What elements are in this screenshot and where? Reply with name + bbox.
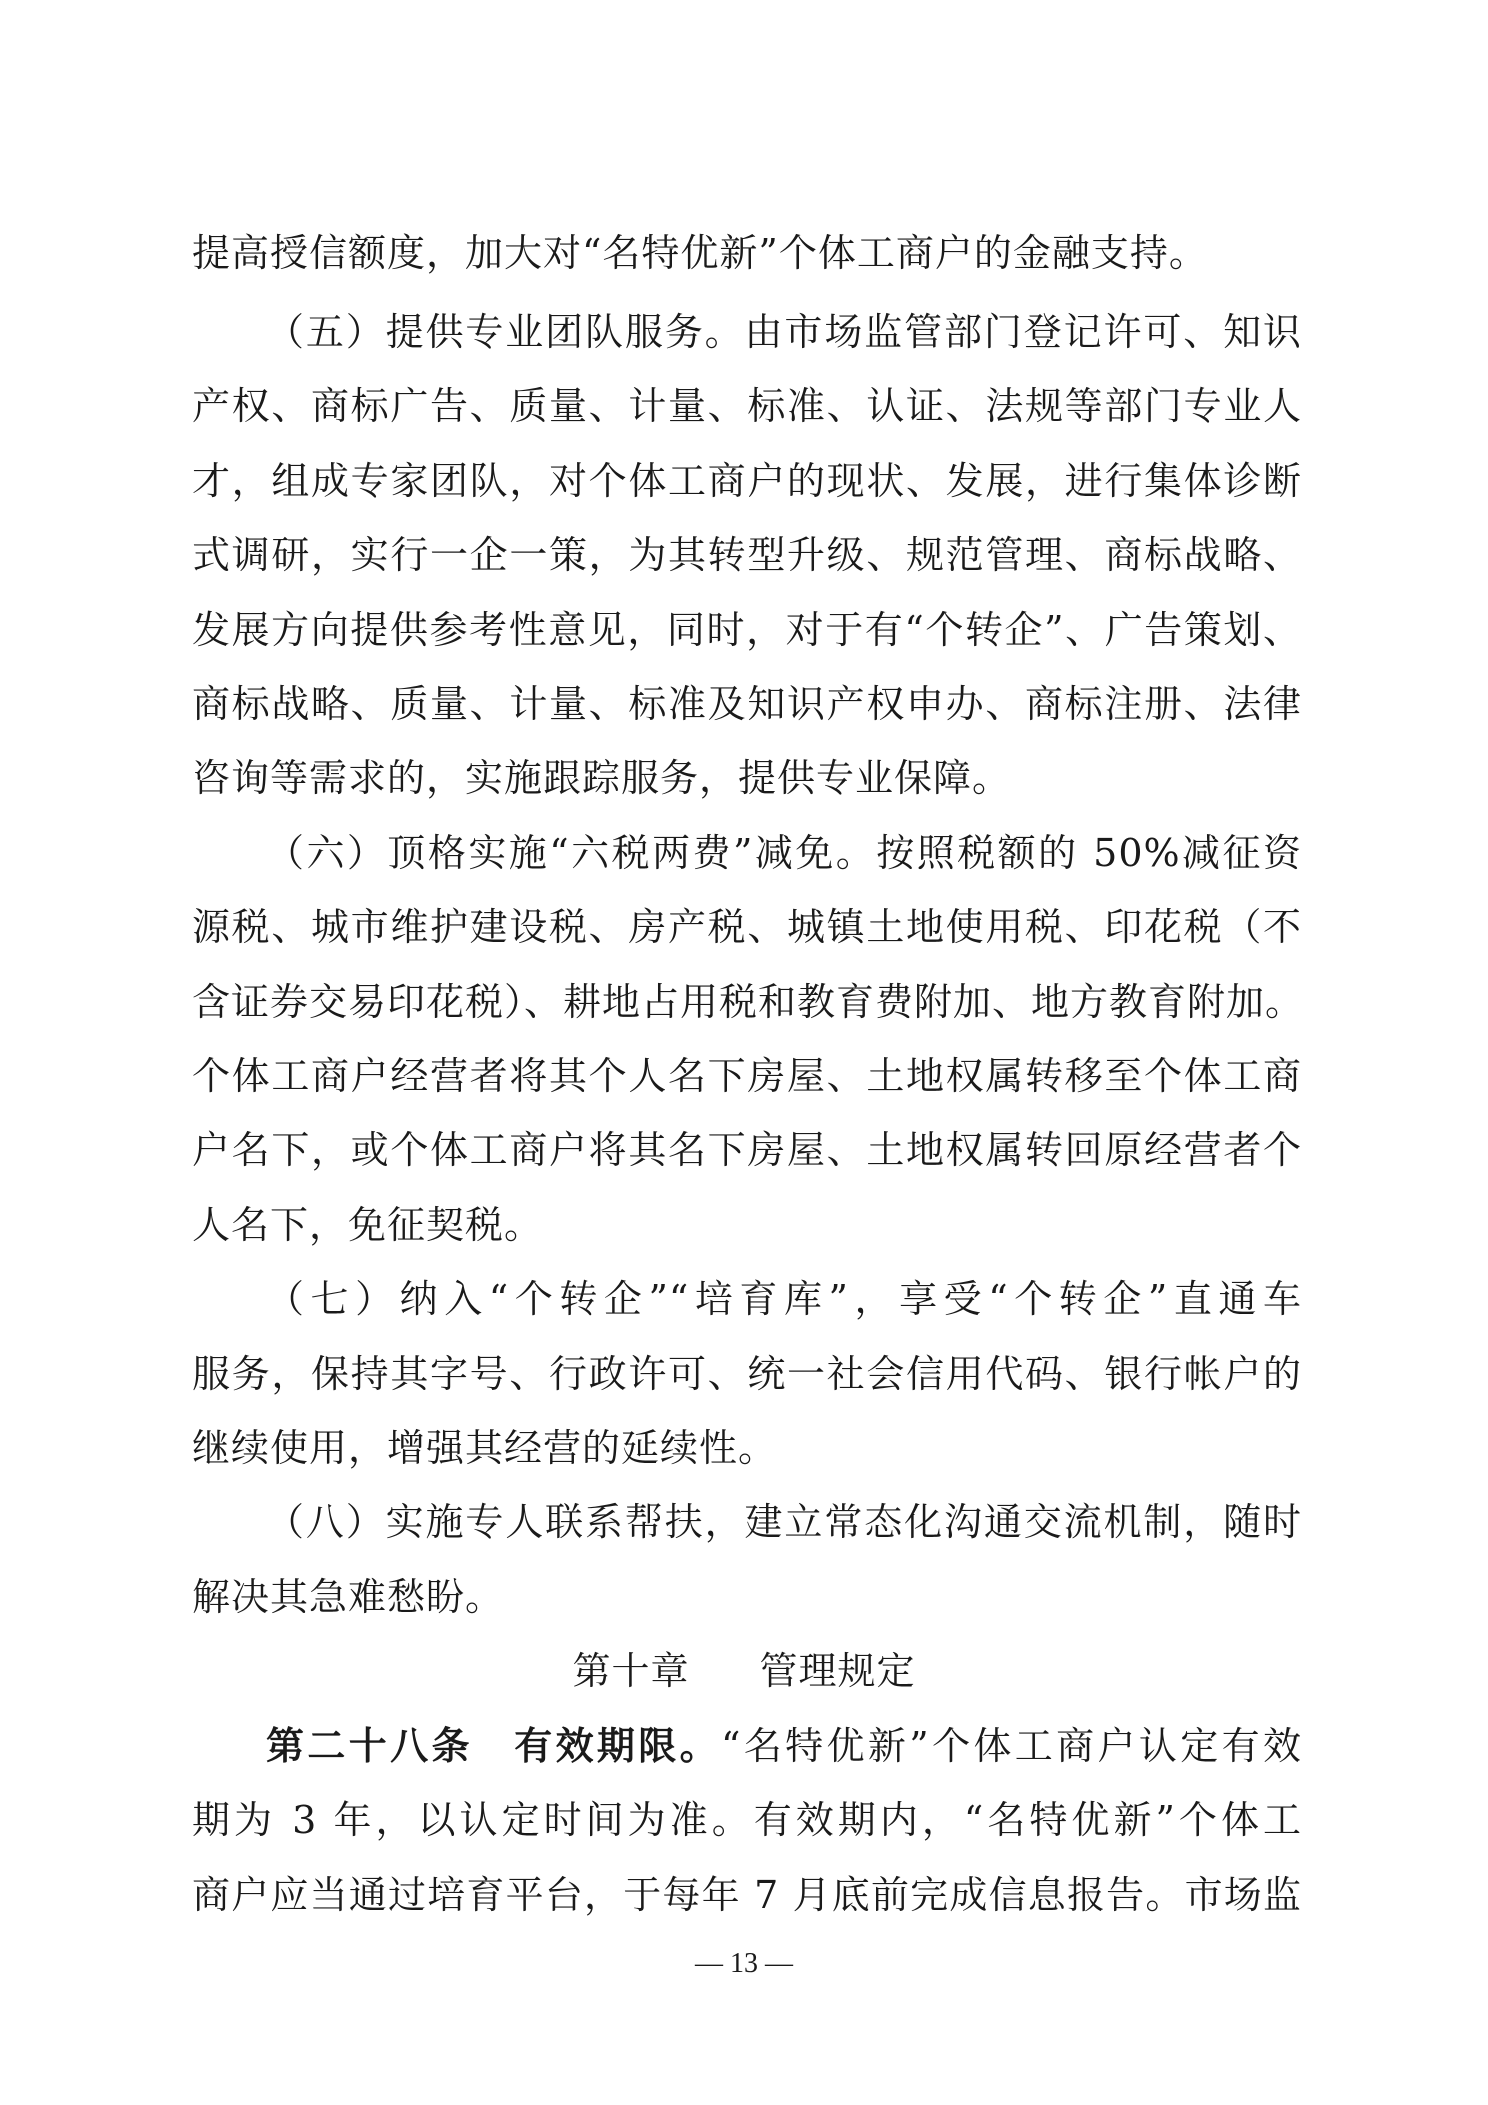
article-first-line: [266, 1711, 1302, 1781]
article-label: 第二十八条: [266, 1723, 473, 1768]
body-line: （五）提供专业团队服务。由市场监管部门登记许可、知识: [266, 310, 1302, 354]
body-line: 源税、城市维护建设税、房产税、城镇土地使用税、印花税（不: [192, 905, 1302, 949]
body-line: 个体工商户经营者将其个人名下房屋、土地权属转移至个体工商: [192, 1054, 1302, 1098]
body-line: 继续使用，增强其经营的延续性。: [192, 1426, 778, 1470]
chapter-number: 第十章: [572, 1649, 690, 1693]
body-line: 提高授信额度，加大对“名特优新”个体工商户的金融支持。: [192, 231, 1208, 275]
body-line: 人名下，免征契税。: [192, 1203, 544, 1247]
body-line: 式调研，实行一企一策，为其转型升级、规范管理、商标战略、: [192, 533, 1302, 577]
body-line: 期为 3 年，以认定时间为准。有效期内，“名特优新”个体工: [192, 1798, 1302, 1842]
article-text: “名特优新”个体工商户认定有效: [721, 1724, 1302, 1768]
page-number: — 13 —: [695, 1948, 793, 1979]
body-line: （六）顶格实施“六税两费”减免。按照税额的 50%减征资: [266, 831, 1302, 875]
body-line: 含证券交易印花税）、耕地占用税和教育费附加、地方教育附加。: [192, 980, 1305, 1024]
body-line: 发展方向提供参考性意见，同时，对于有“个转企”、广告策划、: [192, 608, 1302, 652]
body-line: 户名下，或个体工商户将其名下房屋、土地权属转回原经营者个: [192, 1128, 1302, 1172]
body-line: 商户应当通过培育平台，于每年 7 月底前完成信息报告。市场监: [192, 1873, 1302, 1917]
chapter-heading: [0, 1636, 1488, 1706]
body-line: （八）实施专人联系帮扶，建立常态化沟通交流机制，随时: [266, 1500, 1302, 1544]
body-line: 商标战略、质量、计量、标准及知识产权申办、商标注册、法律: [192, 682, 1302, 726]
body-line: 解决其急难愁盼。: [192, 1575, 505, 1619]
chapter-title: 管理规定: [759, 1649, 916, 1693]
body-line: 咨询等需求的，实施跟踪服务，提供专业保障。: [192, 756, 1012, 800]
body-line: （七）纳入“个转企”“培育库”，享受“个转企”直通车: [266, 1277, 1302, 1321]
article-heading: 有效期限。: [514, 1723, 722, 1768]
body-line: 才，组成专家团队，对个体工商户的现状、发展，进行集体诊断: [192, 459, 1302, 503]
body-line: 产权、商标广告、质量、计量、标准、认证、法规等部门专业人: [192, 384, 1302, 428]
body-line: 服务，保持其字号、行政许可、统一社会信用代码、银行帐户的: [192, 1352, 1302, 1396]
